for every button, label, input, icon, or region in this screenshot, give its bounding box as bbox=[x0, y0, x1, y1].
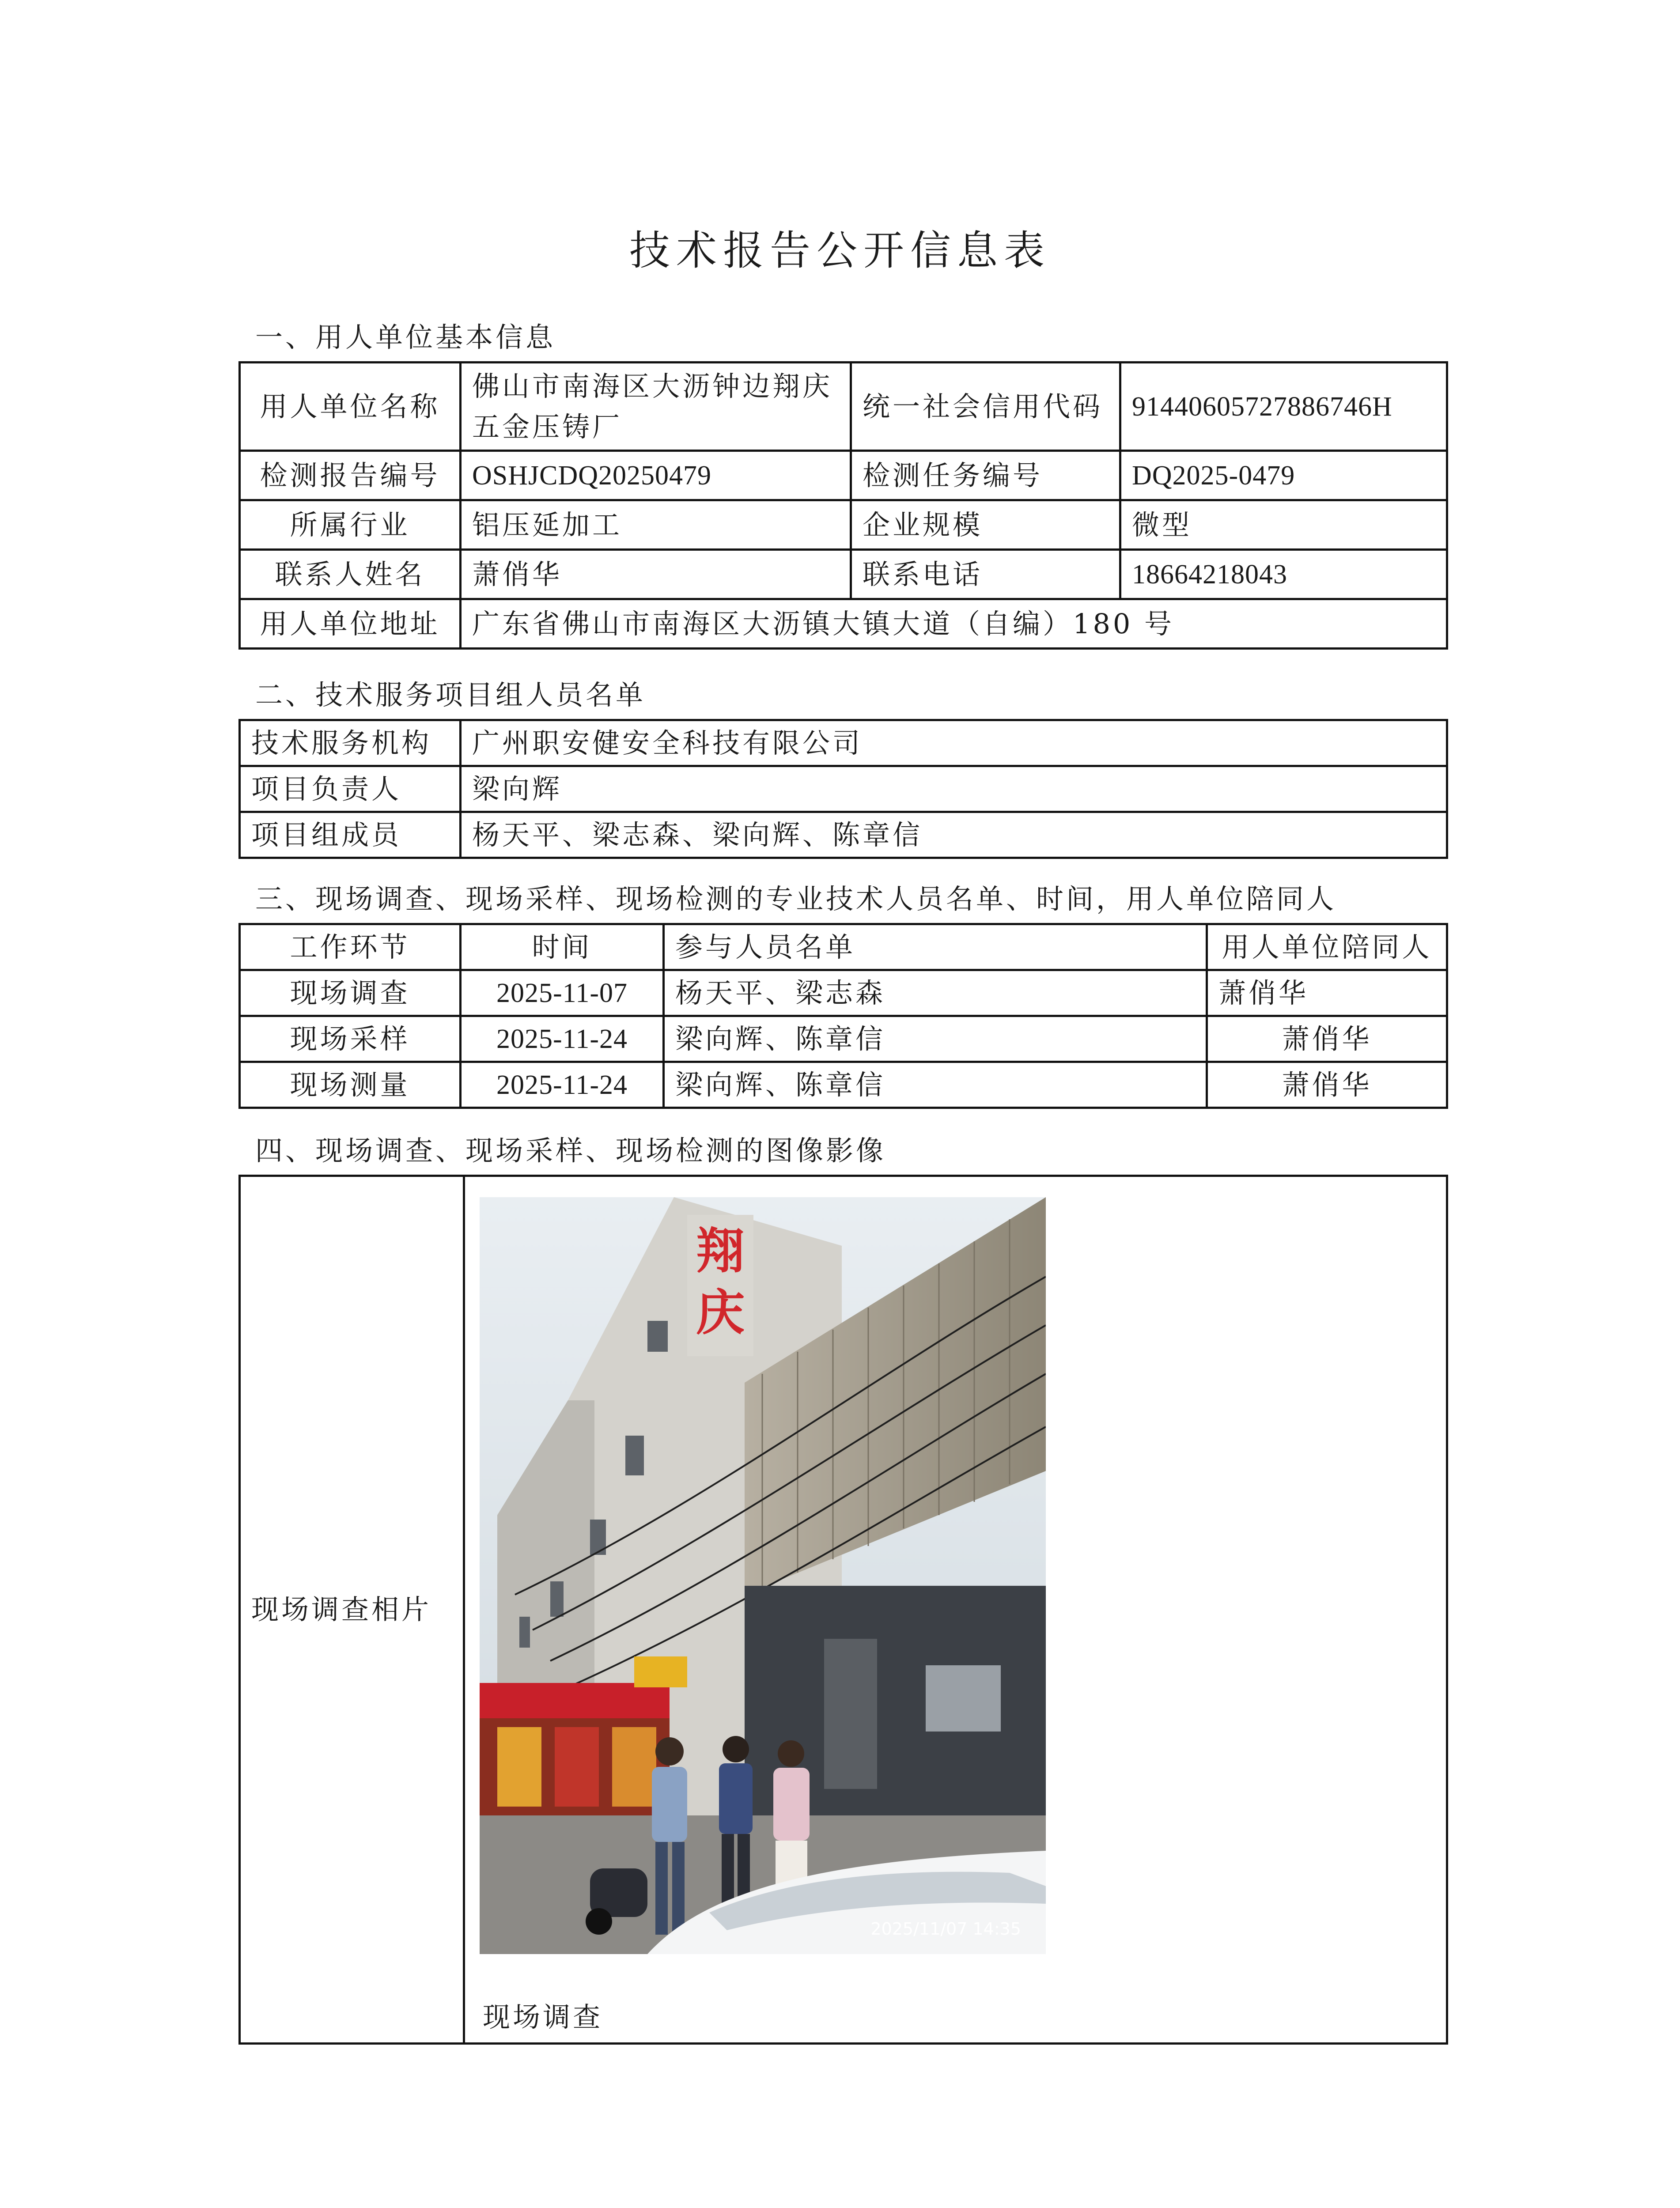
leader-value: 梁向辉 bbox=[461, 766, 1447, 812]
team-table bbox=[238, 719, 1448, 859]
task-no-label: 检测任务编号 bbox=[851, 451, 1120, 500]
table-row bbox=[240, 970, 1447, 1016]
participants-cell: 梁向辉、陈章信 bbox=[664, 1016, 1207, 1062]
photo-caption: 现场调查 bbox=[483, 2001, 603, 2033]
industry-label: 所属行业 bbox=[240, 500, 461, 550]
stage-cell: 现场采样 bbox=[240, 1016, 461, 1062]
fieldwork-table bbox=[238, 923, 1448, 1109]
unit-name-line-2: 五金压铸厂 bbox=[472, 410, 623, 443]
org-value: 广州职安健安全科技有限公司 bbox=[461, 720, 1447, 766]
header-companion: 用人单位陪同人 bbox=[1207, 924, 1447, 970]
basic-info-table bbox=[238, 361, 1448, 650]
task-no-value: DQ2025-0479 bbox=[1120, 451, 1447, 500]
date-cell: 2025-11-07 bbox=[461, 970, 664, 1016]
members-value: 杨天平、梁志森、梁向辉、陈章信 bbox=[461, 812, 1447, 858]
companion-cell: 萧俏华 bbox=[1207, 1016, 1447, 1062]
scale-value: 微型 bbox=[1120, 500, 1447, 550]
phone-label: 联系电话 bbox=[851, 550, 1120, 599]
credit-code-value: 91440605727886746H bbox=[1120, 363, 1447, 451]
stage-cell: 现场测量 bbox=[240, 1062, 461, 1108]
address-label: 用人单位地址 bbox=[240, 599, 461, 649]
section-3-heading: 三、现场调查、现场采样、现场检测的专业技术人员名单、时间，用人单位陪同人 bbox=[255, 883, 1337, 915]
header-time: 时间 bbox=[461, 924, 664, 970]
section-4-heading: 四、现场调查、现场采样、现场检测的图像影像 bbox=[255, 1134, 886, 1167]
industry-value: 铝压延加工 bbox=[461, 500, 851, 550]
document-title: 技术报告公开信息表 bbox=[629, 227, 1051, 274]
photo-sign-char-1: 翔庆 bbox=[696, 1223, 745, 1341]
date-cell: 2025-11-24 bbox=[461, 1016, 664, 1062]
photo-timestamp: 2025/11/07 14:35 bbox=[870, 1919, 1021, 1939]
section-2-heading: 二、技术服务项目组人员名单 bbox=[255, 679, 646, 711]
members-label: 项目组成员 bbox=[240, 812, 461, 858]
contact-value: 萧俏华 bbox=[461, 550, 851, 599]
participants-cell: 杨天平、梁志森 bbox=[664, 970, 1207, 1016]
photo-label: 现场调查相片 bbox=[240, 1176, 464, 2044]
companion-cell: 萧俏华 bbox=[1207, 1062, 1447, 1108]
credit-code-label: 统一社会信用代码 bbox=[851, 363, 1120, 451]
table-row bbox=[240, 1016, 1447, 1062]
unit-name-line-1: 佛山市南海区大沥钟边翔庆 bbox=[472, 370, 833, 402]
header-stage: 工作环节 bbox=[240, 924, 461, 970]
images-table bbox=[238, 1175, 1448, 2045]
stage-cell: 现场调查 bbox=[240, 970, 461, 1016]
site-survey-photo bbox=[480, 1197, 1046, 1954]
section-1-heading: 一、用人单位基本信息 bbox=[255, 321, 556, 353]
unit-name-label: 用人单位名称 bbox=[240, 363, 461, 451]
header-participants: 参与人员名单 bbox=[664, 924, 1207, 970]
companion-cell: 萧俏华 bbox=[1207, 970, 1447, 1016]
address-value: 广东省佛山市南海区大沥镇大镇大道（自编）180 号 bbox=[461, 599, 1447, 649]
leader-label: 项目负责人 bbox=[240, 766, 461, 812]
org-label: 技术服务机构 bbox=[240, 720, 461, 766]
photo-cell bbox=[464, 1176, 1447, 2044]
report-no-label: 检测报告编号 bbox=[240, 451, 461, 500]
unit-name-value bbox=[461, 363, 851, 451]
contact-label: 联系人姓名 bbox=[240, 550, 461, 599]
phone-value: 18664218043 bbox=[1120, 550, 1447, 599]
participants-cell: 梁向辉、陈章信 bbox=[664, 1062, 1207, 1108]
date-cell: 2025-11-24 bbox=[461, 1062, 664, 1108]
scale-label: 企业规模 bbox=[851, 500, 1120, 550]
table-row bbox=[240, 1062, 1447, 1108]
report-no-value: OSHJCDQ20250479 bbox=[461, 451, 851, 500]
